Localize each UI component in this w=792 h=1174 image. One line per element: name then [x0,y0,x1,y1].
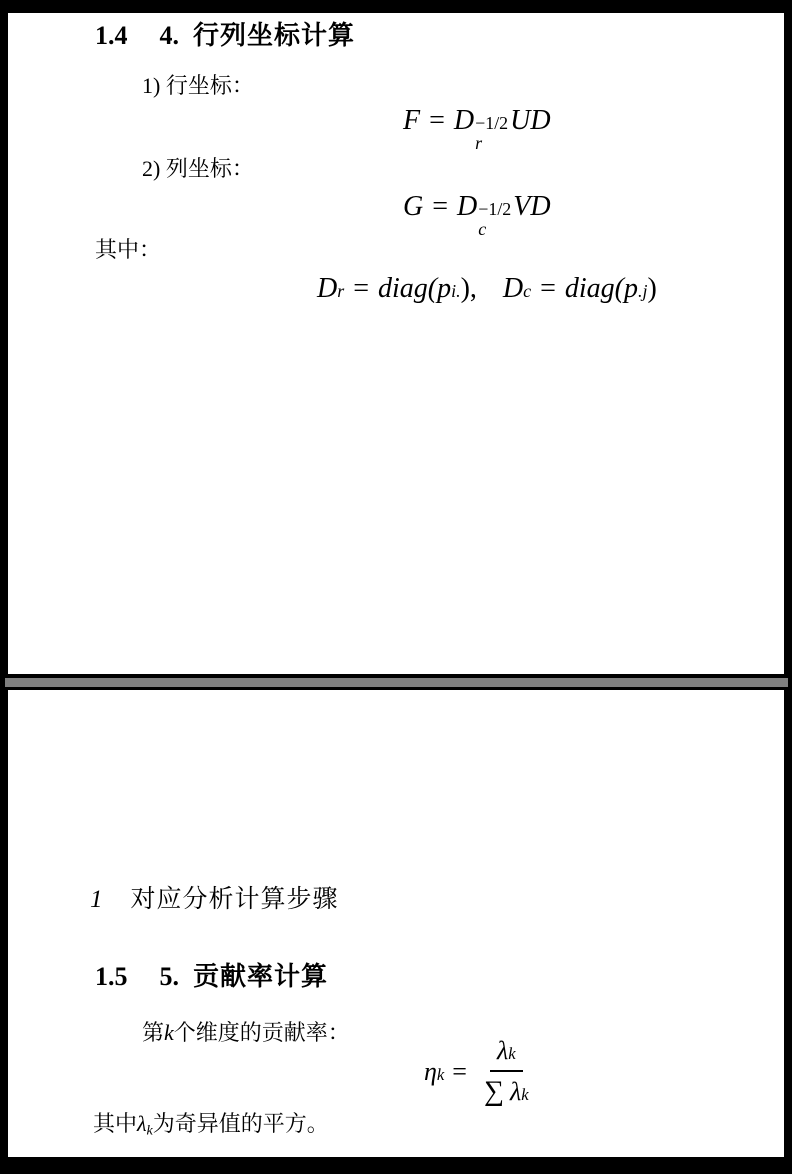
page-1 [8,13,784,674]
subscript: k [436,1065,445,1085]
subscript: k [146,1122,153,1139]
section-number: 1.5 [95,962,128,991]
wherein-label: 其中： [95,237,162,262]
note-text-pre: 其中 [93,1111,138,1136]
equals-sign: = [429,105,445,136]
section-number: 1.4 [95,21,128,50]
math-var-F: F [403,105,421,136]
fraction-numerator [490,1036,523,1072]
subscript: c [478,218,487,239]
math-var-G: G [403,191,424,222]
math-var-k: k [164,1020,174,1045]
subscript: .j [637,281,648,301]
math-var-p: p [623,273,638,304]
math-var-D: D [453,105,475,136]
superscript: −1/2 [475,113,509,133]
header-section-title: 对应分析计算步骤 [130,886,339,913]
math-var-Dc: D [502,273,524,304]
math-var-D: D [457,191,478,222]
note-text-post: 为奇异值的平方。 [152,1111,329,1136]
math-var-p: p [437,273,452,304]
subscript: c [523,281,532,301]
superscript: −1/2 [478,199,512,219]
subscript: i. [451,281,461,301]
subscript: r [337,281,345,301]
label-text-pre: 第 [142,1020,165,1045]
math-var-UD: UD [510,105,551,136]
row-coordinate-label: 1) 行坐标： [142,73,254,98]
subscript: k [521,1084,529,1104]
sup-sub-stack [475,115,508,153]
equals-sign: = [452,1057,467,1087]
col-coordinate-label: 2) 列坐标： [142,156,254,181]
page-2 [8,690,784,1157]
close-paren: ) [647,273,657,304]
math-var-lambda: λ [137,1111,147,1136]
equals-sign: = [353,273,369,304]
section-heading-1-5 [95,962,328,992]
math-var-lambda: λ [510,1076,522,1106]
sup-sub-stack [478,201,511,239]
math-var-lambda: λ [496,1036,509,1065]
fraction-denominator [484,1072,529,1108]
label-text-post: 个维度的贡献率： [173,1020,350,1045]
eta-fraction [484,1036,529,1108]
diag-definition-formula [317,273,657,305]
equals-sign: = [540,273,556,304]
diag-function: diag( [564,273,624,304]
math-var-eta: η [424,1057,437,1087]
row-coordinate-formula [403,105,551,153]
section-item-number: 5. [159,962,179,991]
section-title: 贡献率计算 [193,961,329,991]
running-header [90,886,339,915]
singular-value-note [93,1111,329,1139]
header-section-number: 1 [90,886,103,913]
math-var-VD: VD [513,191,551,222]
section-title: 行列坐标计算 [193,20,356,50]
math-var-Dr: D [317,273,338,304]
close-paren: ), [460,273,477,304]
subscript: k [508,1044,516,1063]
contribution-rate-formula [424,1036,529,1108]
equals-sign: = [432,191,449,222]
col-coordinate-formula [403,191,551,239]
section-item-number: 4. [159,21,179,50]
section-heading-1-4 [95,21,355,51]
summation-symbol: ∑ [483,1075,504,1107]
subscript: r [475,132,483,153]
contribution-rate-label [142,1020,350,1045]
diag-function: diag( [378,273,438,304]
page-divider [5,678,788,687]
